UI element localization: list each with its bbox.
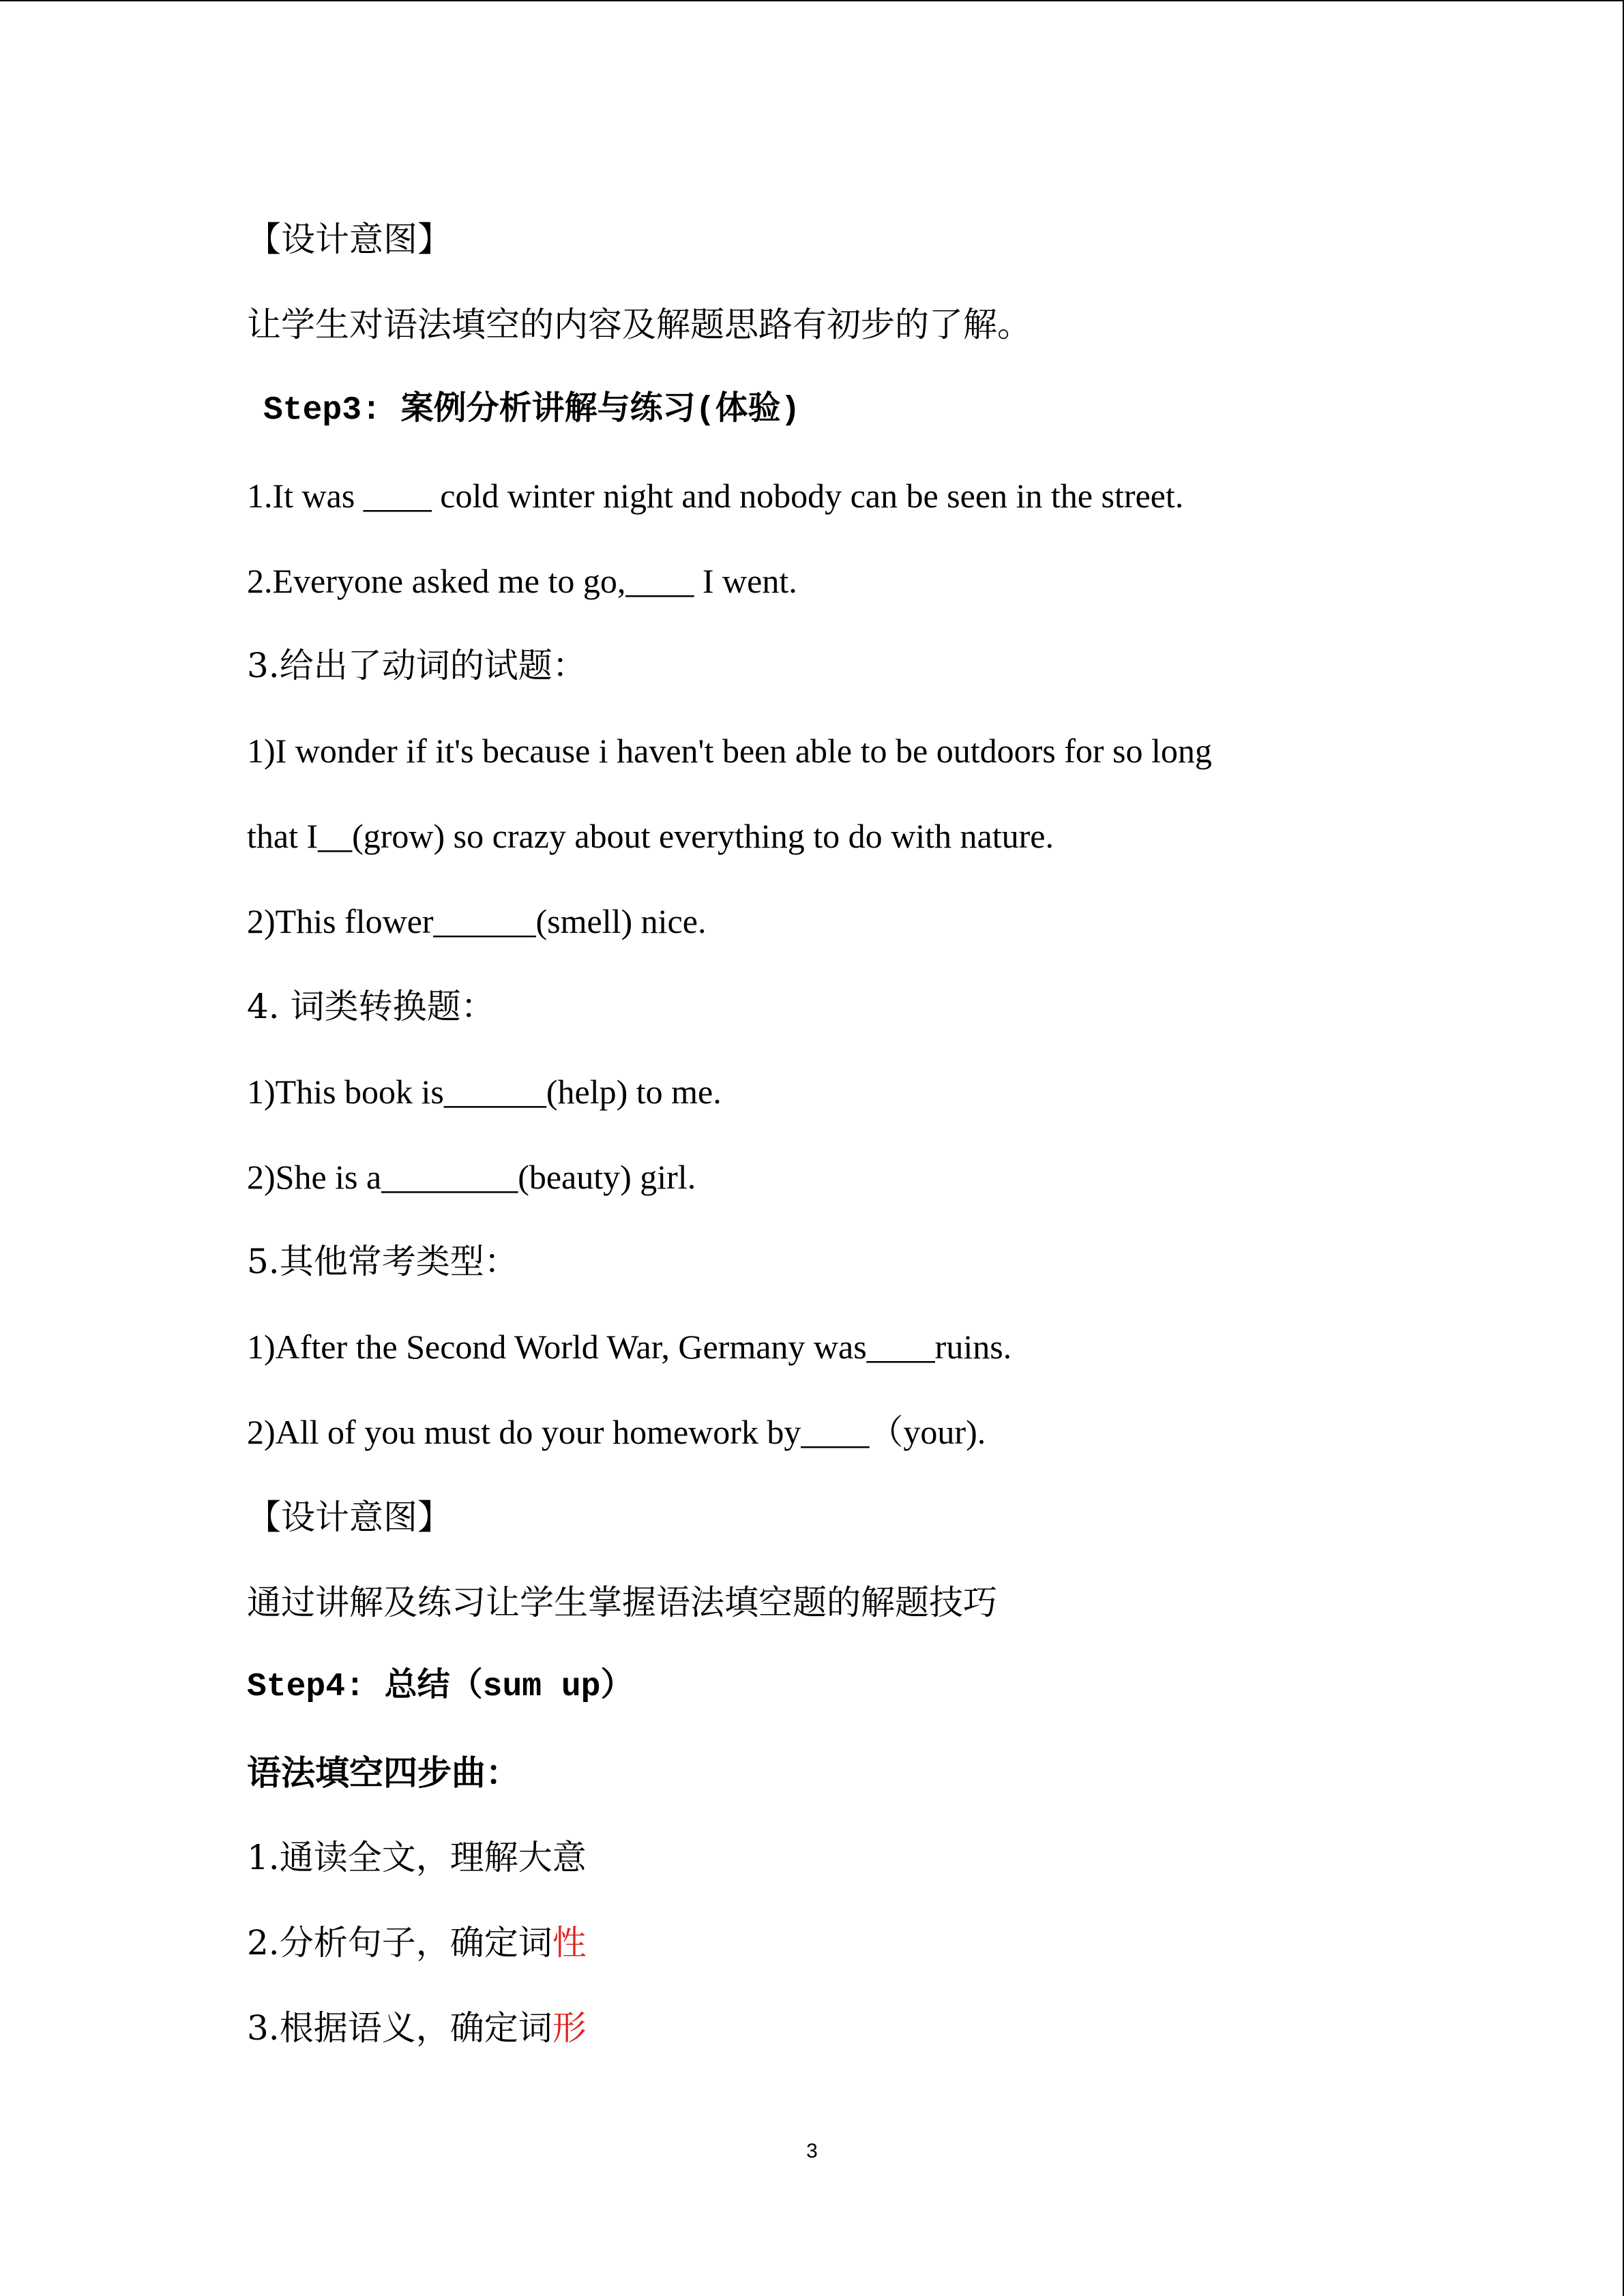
verb-exercise-1-line-2: that I__(grow) so crazy about everything to do with nature.: [247, 817, 1054, 855]
four-steps-item-2-highlight: 性: [552, 1923, 587, 1963]
exercise-2: 2.Everyone asked me to go,____ I went.: [247, 562, 797, 600]
step4-heading: Step4: 总结（sum up）: [247, 1669, 634, 1705]
verb-section-heading: 3.给出了动词的试题：: [247, 646, 587, 685]
four-steps-item-3-highlight: 形: [552, 2008, 587, 2048]
other-types-heading: 5.其他常考类型：: [247, 1242, 518, 1281]
exercise-1: 1.It was ____ cold winter night and nobody can be seen in the street.: [247, 477, 1184, 515]
step3-heading: Step3: 案例分析讲解与练习(体验): [263, 392, 801, 429]
design-intent-text-2: 通过讲解及练习让学生掌握语法填空题的解题技巧: [247, 1583, 997, 1622]
word-class-exercise-1: 1)This book is______(help) to me.: [247, 1073, 722, 1111]
four-steps-item-3-text: 3.根据语义，确定词: [247, 2008, 552, 2048]
four-steps-item-3: [247, 2008, 587, 2048]
four-steps-item-2-text: 2.分析句子，确定词: [247, 1923, 552, 1963]
four-steps-item-1: 1.通读全文，理解大意: [247, 1838, 587, 1877]
design-intent-heading-2: 【设计意图】: [247, 1497, 452, 1537]
page-number: 3: [806, 2140, 818, 2162]
verb-exercise-2: 2)This flower______(smell) nice.: [247, 902, 707, 940]
design-intent-heading-1: 【设计意图】: [247, 220, 452, 259]
verb-exercise-1-line-1: 1)I wonder if it's because i haven't been able to be outdoors for so long: [247, 732, 1212, 770]
other-types-exercise-1: 1)After the Second World War, Germany was____ruins.: [247, 1328, 1012, 1366]
word-class-exercise-2: 2)She is a________(beauty) girl.: [247, 1158, 696, 1196]
four-steps-heading: 语法填空四步曲：: [247, 1753, 520, 1793]
design-intent-text-1: 让学生对语法填空的内容及解题思路有初步的了解。: [247, 305, 1031, 344]
word-class-heading: 4. 词类转换题：: [247, 987, 495, 1026]
four-steps-item-2: [247, 1923, 587, 1963]
other-types-exercise-2: 2)All of you must do your homework by____（your).: [247, 1413, 986, 1451]
